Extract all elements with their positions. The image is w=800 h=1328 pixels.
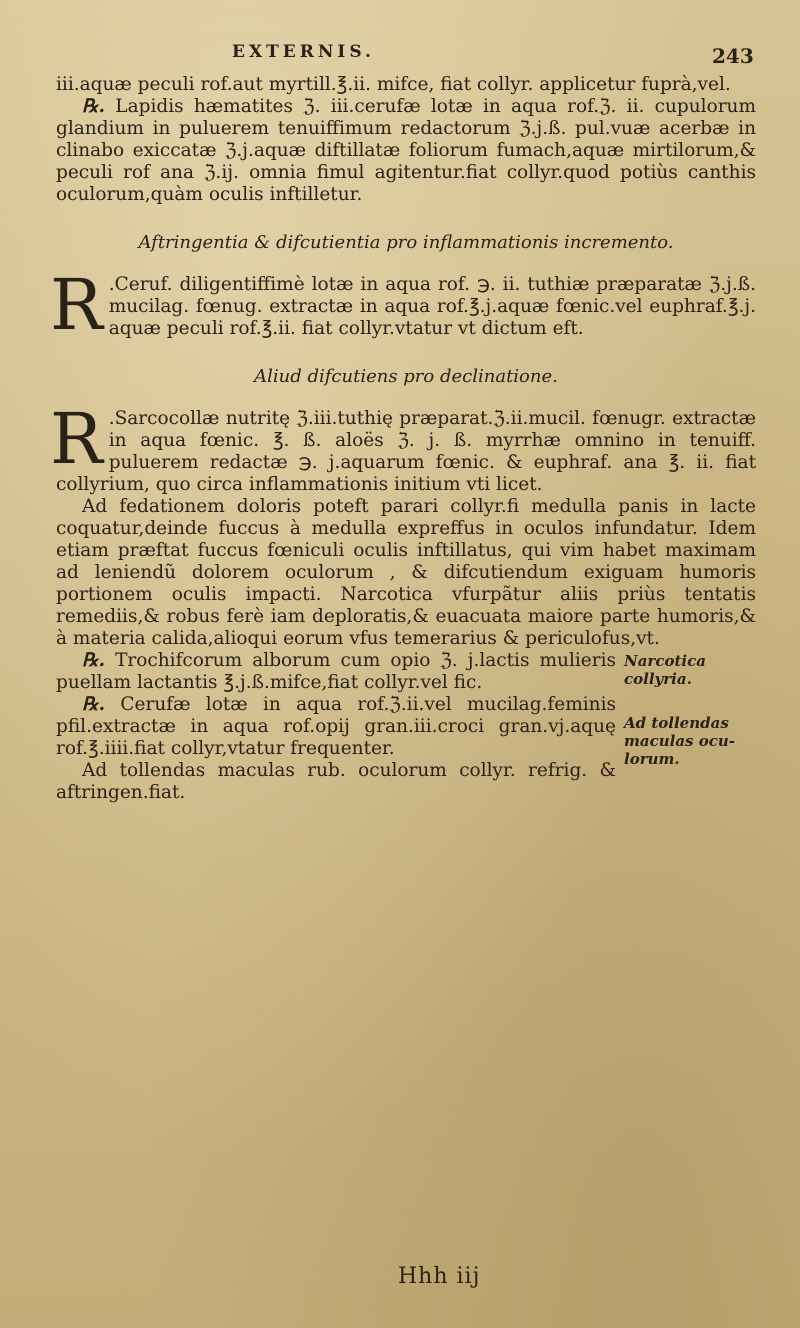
signature-mark: Hhh iij	[398, 1264, 481, 1289]
section-heading-1: Aftringentia & difcutientia pro inflammationis incremento.	[138, 232, 674, 253]
paragraph-3	[50, 264, 756, 346]
recipes-with-margin	[56, 650, 756, 804]
body-text	[50, 74, 757, 804]
paragraph-1: iii.aquæ peculi rof.aut myrtill.℥.ii. mifce, fiat collyr. applicetur fuprà,vel.	[56, 74, 731, 95]
recipe-sign: ℞.	[82, 96, 106, 117]
paragraph-5: Ad fedationem doloris poteft parari collyr.fi medulla panis in lacte coquatur,deinde fuccus à medulla expreffus in oculos infundatur. Idem etiam præftat fuccus fœniculi oculis inftillatus, qui vim habet maximam ad leniendũ dolorem oculorum , & difcutiendum exiguam humoris portionem oculis impacti. Narcotica vfurpãtur aliis priùs tentatis remediis,& robus ferè iam deploratis,& euacuata maiore parte humoris,& à materia calida,alioqui eorum vfus temerarius & periculofus,vt.	[56, 496, 756, 649]
paragraph-4	[50, 398, 756, 496]
paragraph-8: Ad tollendas maculas rub. oculorum collyr. refrig. & aftringen.fiat.	[56, 760, 616, 803]
paragraph-7-text: Cerufæ lotæ in aqua rof.ℨ.ii.vel mucilag.feminis pfil.extractæ in aqua rof.opij gran.iii.croci gran.vj.aquę rof.℥.iiii.fiat collyr,vtatur frequenter.	[56, 694, 616, 759]
drop-cap: R	[50, 398, 103, 480]
paragraph-6	[56, 650, 616, 694]
drop-cap: R	[50, 264, 103, 346]
paragraph-2-text: Lapidis hæmatites ℨ. iii.cerufæ lotæ in aqua rof.ℨ. ii. cupulorum glandium in puluerem tenuiffimum redactorum ℨ.j.ß. pul.vuæ acerbæ in clinabo exiccatæ ℨ.j.aquæ diftillatæ foliorum fumach,aquæ mirtilorum,& peculi rof ana ℨ.ij. omnia fimul agitentur.fiat collyr.quod potiùs canthis oculorum,quàm oculis inftilletur.	[56, 96, 757, 205]
paragraph-3-text: .Ceruf. diligentiffimè lotæ in aqua rof. ℈. ii. tuthiæ præparatæ ℨ.j.ß. mucilag. fœnug. extractæ in aqua rof.℥.j.aquæ fœnic.vel euphraf.℥.j. aquæ peculi rof.℥.ii. fiat collyr.vtatur vt dictum eft.	[108, 274, 756, 339]
recipe-sign: ℞.	[82, 650, 106, 671]
page-header	[0, 42, 800, 72]
paragraph-2	[56, 96, 756, 206]
paragraph-7	[56, 694, 616, 760]
main-column	[56, 650, 616, 804]
page-number: 243	[712, 44, 754, 68]
paragraph-6-text: Trochifcorum alborum cum opio ℨ. j.lactis mulieris puellam lactantis ℥.j.ß.mifce,fiat collyr.vel fic.	[56, 650, 616, 693]
margin-note-narcotica: Narcotica collyria.	[624, 652, 706, 688]
running-head: EXTERNIS.	[232, 42, 375, 62]
paragraph-4-text: .Sarcocollæ nutritę ℨ.iii.tuthię præparat.ℨ.ii.mucil. fœnugr. extractæ in aqua fœnic. ℥. ß. aloës ℨ. j. ß. myrrhæ omnino in tenuiff. puluerem redactæ ℈. j.aquarum fœnic. & euphraf. ana ℥. ii. fiat collyrium, quo circa inflammationis initium vti licet.	[56, 408, 756, 495]
margin-note-maculas: Ad tollendas maculas ocu- lorum.	[624, 714, 735, 768]
recipe-sign: ℞.	[82, 694, 106, 715]
section-heading-2: Aliud difcutiens pro declinatione.	[254, 366, 558, 387]
